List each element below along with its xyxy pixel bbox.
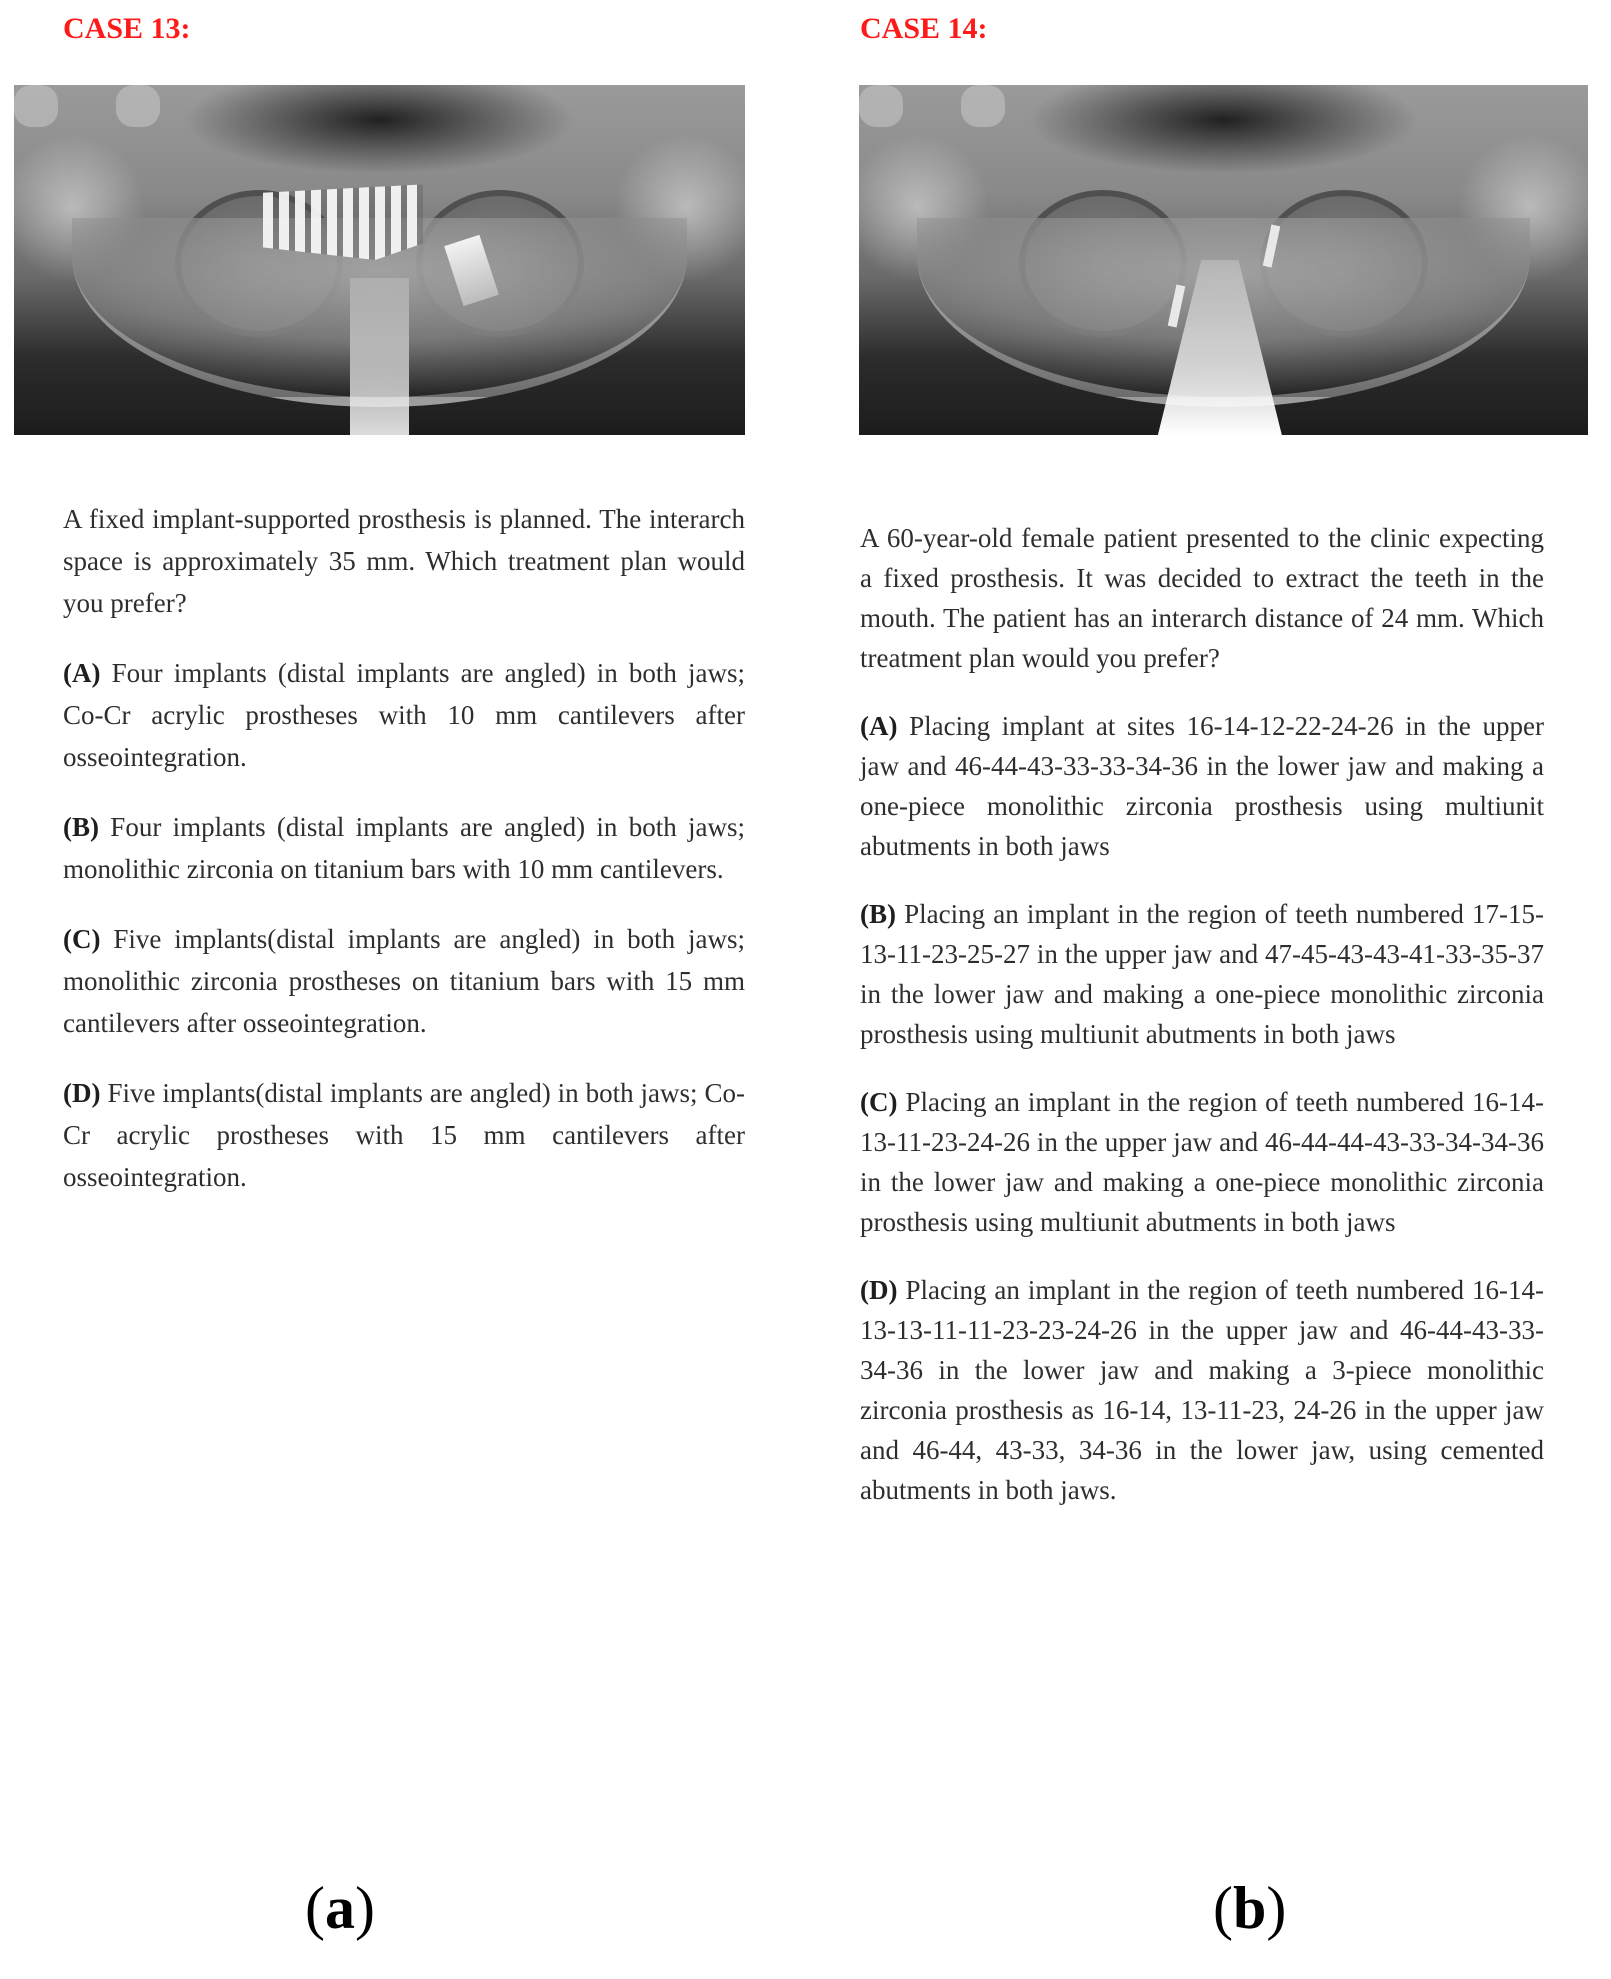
case-13-option-c xyxy=(63,918,745,1044)
case-13-option-a xyxy=(63,652,745,778)
option-text: Placing an implant in the region of teeth numbered 17-15-13-11-23-25-27 in the upper jaw and 47-45-43-43-41-33-35-37 in the lower jaw and making a one-piece monolithic zirconia prosthesis using multiunit abutments in both jaws xyxy=(860,899,1544,1049)
xray-left-hyoid xyxy=(116,85,160,127)
paren-open: ( xyxy=(1213,1875,1233,1941)
panoramic-xray-image-case-13 xyxy=(14,85,745,435)
option-text: Five implants(distal implants are angled) in both jaws; Co-Cr acrylic prostheses with 15 mm cantilevers after osseointegration. xyxy=(63,1078,746,1192)
option-text: Five implants(distal implants are angled) in both jaws; monolithic zirconia prostheses on titanium bars with 15 mm cantilevers after osseointegration. xyxy=(63,924,745,1038)
panel-letter: a xyxy=(324,1875,355,1941)
panel-letter: b xyxy=(1232,1875,1267,1941)
case-14-option-c xyxy=(860,1082,1544,1242)
option-text: Four implants (distal implants are angled) in both jaws; Co-Cr acrylic prostheses with 10 mm cantilevers after osseointegration. xyxy=(63,658,745,772)
panel-label-a xyxy=(305,1868,375,1948)
paren-close: ) xyxy=(354,1875,375,1941)
option-text: Placing an implant in the region of teeth numbered 16-14-13-13-11-11-23-23-24-26 in the upper jaw and 46-44-43-33-34-36 in the lower jaw and making a 3-piece monolithic zirconia prosthesis as 16-14, 13-11-23, 24-26 in the upper jaw and 46-44, 43-33, 34-36 in the lower jaw, using cemented abutments in both jaws. xyxy=(860,1275,1544,1505)
option-label: (B) xyxy=(860,899,896,929)
case-13-intro: A fixed implant-supported prosthesis is planned. The interarch space is approximately 35 mm. Which treatment plan would you prefer? xyxy=(63,504,745,618)
paren-close: ) xyxy=(1266,1875,1287,1941)
panel-label-b xyxy=(1213,1868,1286,1948)
case-14-option-d xyxy=(860,1270,1544,1510)
case-13-option-b xyxy=(63,806,745,890)
option-label: (A) xyxy=(63,658,101,688)
case-14-option-b xyxy=(860,894,1544,1054)
xray-right-hyoid xyxy=(859,85,903,127)
option-label: (D) xyxy=(860,1275,898,1305)
option-text: Four implants (distal implants are angled) in both jaws; monolithic zirconia on titanium bars with 10 mm cantilevers. xyxy=(63,812,746,884)
case-14-title: CASE 14: xyxy=(860,12,988,45)
paren-open: ( xyxy=(305,1875,325,1941)
xray-spine-shadow xyxy=(350,278,409,436)
case-14-intro: A 60-year-old female patient presented to the clinic expecting a fixed prosthesis. It was decided to extract the teeth in the mouth. The patient has an interarch distance of 24 mm. Which treatment plan would you prefer? xyxy=(860,523,1544,673)
case-13-text xyxy=(63,498,745,1226)
case-13-title: CASE 13: xyxy=(63,12,191,45)
option-label: (D) xyxy=(63,1078,101,1108)
option-text: Placing an implant in the region of teeth numbered 16-14-13-11-23-24-26 in the upper jaw and 46-44-44-43-33-34-34-36 in the lower jaw and making a one-piece monolithic zirconia prosthesis using multiunit abutments in both jaws xyxy=(860,1087,1544,1237)
option-label: (C) xyxy=(860,1087,898,1117)
case-14-option-a xyxy=(860,706,1544,866)
panoramic-xray-image-case-14 xyxy=(859,85,1588,435)
option-label: (B) xyxy=(63,812,99,842)
case-14-text xyxy=(860,518,1544,1538)
option-label: (A) xyxy=(860,711,898,741)
option-text: Placing implant at sites 16-14-12-22-24-26 in the upper jaw and 46-44-43-33-33-34-36 in the lower jaw and making a one-piece monolithic zirconia prosthesis using multiunit abutments in both jaws xyxy=(860,711,1544,861)
option-label: (C) xyxy=(63,924,101,954)
case-13-option-d xyxy=(63,1072,745,1198)
xray-right-hyoid xyxy=(14,85,58,127)
xray-left-hyoid xyxy=(961,85,1005,127)
